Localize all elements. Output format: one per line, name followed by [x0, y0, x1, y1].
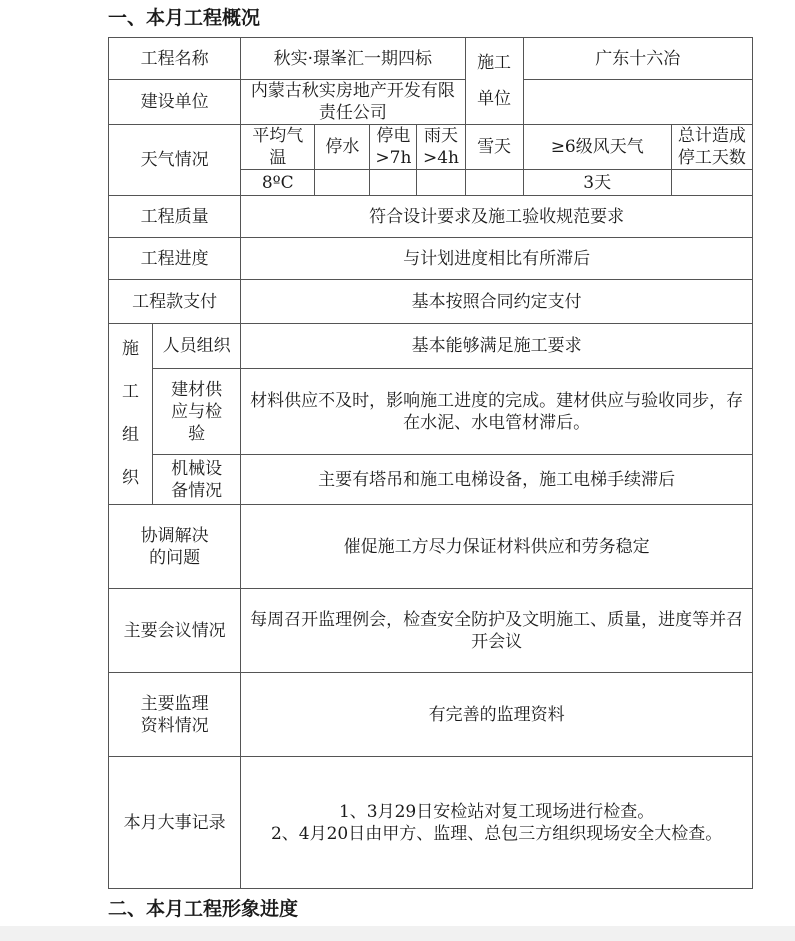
- weather-value-snow: [465, 170, 523, 196]
- material-label: 建材供应与检验: [153, 369, 241, 455]
- quality-label: 工程质量: [109, 196, 241, 238]
- payment-value: 基本按照合同约定支付: [241, 280, 753, 324]
- project-overview-table: [108, 37, 753, 889]
- docs-label: 主要监理 资料情况: [109, 673, 241, 757]
- builder-label: 建设单位: [109, 80, 241, 125]
- machine-label: 机械设备情况: [153, 455, 241, 505]
- weather-value-total: [671, 170, 752, 196]
- contractor-label: 施工 单位: [465, 38, 523, 125]
- project-name-value: 秋实·璟峯汇一期四标: [241, 38, 465, 80]
- weather-header-temp: 平均气温: [241, 125, 315, 170]
- weather-value-temp: 8ºC: [241, 170, 315, 196]
- weather-header-power: 停电>7h: [370, 125, 417, 170]
- meeting-label: 主要会议情况: [109, 589, 241, 673]
- staff-value: 基本能够满足施工要求: [241, 324, 753, 369]
- construction-org-label: 施 工 组 织: [109, 324, 153, 505]
- builder-blank: [523, 80, 752, 125]
- page-bottom-bar: [0, 926, 795, 941]
- quality-value: 符合设计要求及施工验收规范要求: [241, 196, 753, 238]
- weather-header-water: 停水: [315, 125, 370, 170]
- events-label: 本月大事记录: [109, 757, 241, 889]
- coordination-value: 催促施工方尽力保证材料供应和劳务稳定: [241, 505, 753, 589]
- weather-header-total: 总计造成停工天数: [671, 125, 752, 170]
- material-value: 材料供应不及时，影响施工进度的完成。建材供应与验收同步，存在水泥、水电管材滞后。: [241, 369, 753, 455]
- staff-label: 人员组织: [153, 324, 241, 369]
- meeting-value: 每周召开监理例会，检查安全防护及文明施工、质量，进度等并召开会议: [241, 589, 753, 673]
- progress-value: 与计划进度相比有所滞后: [241, 238, 753, 280]
- builder-value: 内蒙古秋实房地产开发有限责任公司: [241, 80, 465, 125]
- machine-value: 主要有塔吊和施工电梯设备，施工电梯手续滞后: [241, 455, 753, 505]
- weather-value-rain: [417, 170, 465, 196]
- project-name-label: 工程名称: [109, 38, 241, 80]
- weather-header-snow: 雪天: [465, 125, 523, 170]
- section-heading-overview: 一、本月工程概况: [108, 7, 261, 29]
- docs-value: 有完善的监理资料: [241, 673, 753, 757]
- event-item: 1、3月29日安检站对复工现场进行检查。: [338, 801, 655, 822]
- event-item: 2、4月20日由甲方、监理、总包三方组织现场安全大检查。: [270, 823, 723, 844]
- coordination-label: 协调解决 的问题: [109, 505, 241, 589]
- weather-value-water: [315, 170, 370, 196]
- weather-value-power: [370, 170, 417, 196]
- payment-label: 工程款支付: [109, 280, 241, 324]
- weather-value-wind: 3天: [523, 170, 671, 196]
- weather-header-rain: 雨天>4h: [417, 125, 465, 170]
- weather-header-wind: ≥6级风天气: [523, 125, 671, 170]
- weather-label: 天气情况: [109, 125, 241, 196]
- events-list: [241, 757, 753, 889]
- section-heading-progress: 二、本月工程形象进度: [108, 898, 299, 920]
- contractor-value: 广东十六冶: [523, 38, 752, 80]
- progress-label: 工程进度: [109, 238, 241, 280]
